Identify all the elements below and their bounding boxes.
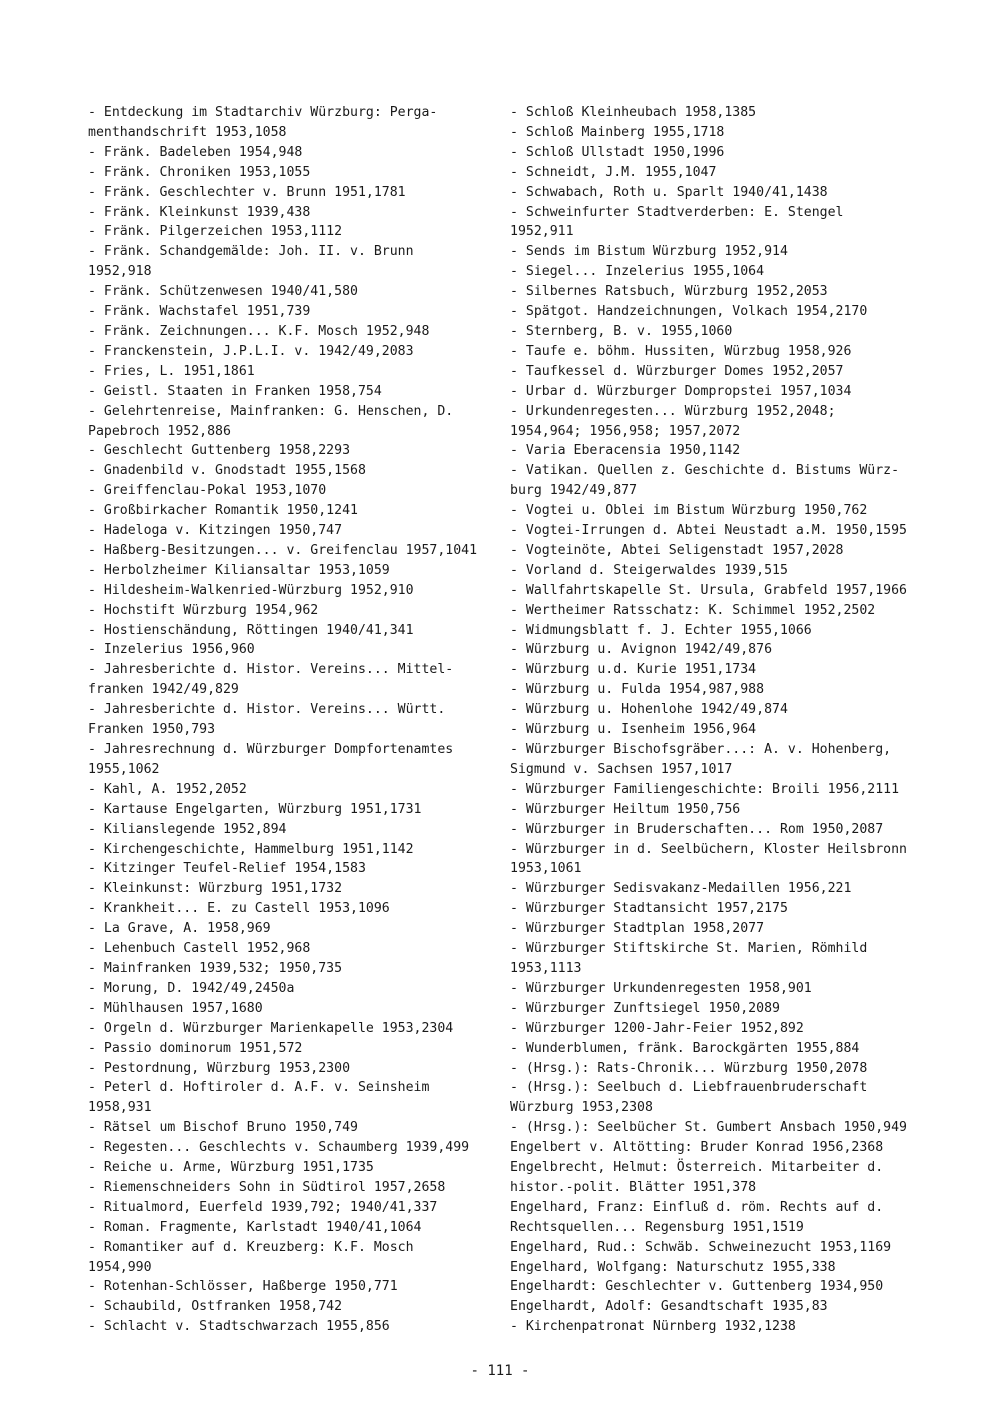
index-entry <box>510 919 930 939</box>
index-entry <box>510 1059 930 1079</box>
entry-text: - Geistl. Staaten in Franken 1958,754 <box>88 383 382 399</box>
entry-text: - Würzburger Stadtansicht 1957,2175 <box>510 901 788 917</box>
index-entry <box>88 541 488 561</box>
entry-text: Engelhardt: Geschlechter v. Guttenberg 1934,950 <box>510 1279 884 1295</box>
entry-text: - Hildesheim-Walkenried-Würzburg 1952,910 <box>88 582 414 598</box>
entry-text: - Würzburger Familiengeschichte: Broili 1956,2111 <box>510 781 900 797</box>
index-entry <box>88 362 488 382</box>
entry-text: - Rotenhan-Schlösser, Haßberge 1950,771 <box>88 1279 398 1295</box>
entry-text: - Gnadenbild v. Gnodstadt 1955,1568 <box>88 463 366 479</box>
index-entry <box>88 222 488 242</box>
index-entry <box>88 1198 488 1218</box>
entry-text: - Riemenschneiders Sohn in Südtirol 1957,2658 <box>88 1179 446 1195</box>
index-entry <box>510 1198 930 1238</box>
entry-text: - Fränk. Badeleben 1954,948 <box>88 144 303 160</box>
entry-text: Engelhard, Rud.: Schwäb. Schweinezucht 1953,1169 <box>510 1239 892 1255</box>
entry-text: - Schloß Ullstadt 1950,1996 <box>510 144 725 160</box>
entry-continuation: Franken 1950,793 <box>88 722 216 738</box>
index-entry <box>88 282 488 302</box>
entry-continuation: 1954,964; 1956,958; 1957,2072 <box>510 423 741 439</box>
index-entry <box>88 1118 488 1138</box>
index-entry <box>510 402 930 442</box>
index-entry <box>88 203 488 223</box>
index-entry <box>510 501 930 521</box>
index-entry <box>510 203 930 243</box>
index-entry <box>510 680 930 700</box>
index-entry <box>88 800 488 820</box>
index-entry <box>88 601 488 621</box>
index-entry <box>88 302 488 322</box>
index-entry <box>510 640 930 660</box>
entry-continuation: 1955,1062 <box>88 761 160 777</box>
entry-continuation: 1953,1113 <box>510 960 582 976</box>
index-entry <box>510 242 930 262</box>
index-entry <box>510 601 930 621</box>
entry-text: - Passio dominorum 1951,572 <box>88 1040 303 1056</box>
entry-text: - Rätsel um Bischof Bruno 1950,749 <box>88 1120 358 1136</box>
entry-text: - Kitzinger Teufel-Relief 1954,1583 <box>88 861 366 877</box>
entry-continuation: burg 1942/49,877 <box>510 483 638 499</box>
entry-continuation: Würzburg 1953,2308 <box>510 1100 653 1116</box>
index-entry <box>510 302 930 322</box>
entry-text: - (Hrsg.): Rats-Chronik... Würzburg 1950,2078 <box>510 1060 868 1076</box>
index-entry <box>510 999 930 1019</box>
index-entry <box>88 899 488 919</box>
index-entry <box>510 163 930 183</box>
index-entry <box>510 103 930 123</box>
index-entry <box>510 1258 930 1278</box>
index-entry <box>510 740 930 780</box>
index-entry <box>88 959 488 979</box>
entry-text: - Fränk. Kleinkunst 1939,438 <box>88 204 311 220</box>
index-entry <box>510 382 930 402</box>
index-entry <box>88 1238 488 1278</box>
entry-text: - Jahresberichte d. Histor. Vereins... Mittel- <box>88 662 454 678</box>
index-entry <box>510 780 930 800</box>
entry-text: - Schweinfurter Stadtverderben: E. Stengel <box>510 204 844 220</box>
entry-text: - Gelehrtenreise, Mainfranken: G. Henschen, D. <box>88 403 454 419</box>
index-entry <box>88 521 488 541</box>
entry-text: - Fränk. Zeichnungen... K.F. Mosch 1952,948 <box>88 323 430 339</box>
index-entry <box>510 800 930 820</box>
entry-continuation: histor.-polit. Blätter 1951,378 <box>510 1179 757 1195</box>
entry-text: - (Hrsg.): Seelbücher St. Gumbert Ansbach 1950,949 <box>510 1120 907 1136</box>
entry-text: - Schaubild, Ostfranken 1958,742 <box>88 1299 343 1315</box>
index-entry <box>510 362 930 382</box>
index-entry <box>88 402 488 442</box>
entry-continuation: menthandschrift 1953,1058 <box>88 124 287 140</box>
entry-text: - Reiche u. Arme, Würzburg 1951,1735 <box>88 1160 374 1176</box>
index-entry <box>510 1277 930 1297</box>
index-entry <box>88 700 488 740</box>
index-entry <box>510 1118 930 1138</box>
entry-text: - Greiffenclau-Pokal 1953,1070 <box>88 483 327 499</box>
entry-text: - Fränk. Pilgerzeichen 1953,1112 <box>88 224 343 240</box>
entry-text: - Wertheimer Ratsschatz: K. Schimmel 1952,2502 <box>510 602 876 618</box>
index-entry <box>88 1297 488 1317</box>
index-entry <box>88 1317 488 1337</box>
index-entry <box>510 322 930 342</box>
entry-text: - Krankheit... E. zu Castell 1953,1096 <box>88 901 390 917</box>
entry-text: Engelbrecht, Helmut: Österreich. Mitarbeiter d. <box>510 1160 884 1176</box>
entry-text: - Würzburger Bischofsgräber...: A. v. Hohenberg, <box>510 742 892 757</box>
index-entry <box>88 840 488 860</box>
entry-text: - Kirchenpatronat Nürnberg 1932,1238 <box>510 1319 796 1335</box>
entry-continuation: 1953,1061 <box>510 861 582 877</box>
entry-text: - Würzburg u. Avignon 1942/49,876 <box>510 642 773 658</box>
index-entry <box>510 879 930 899</box>
index-entry <box>88 342 488 362</box>
entry-text: - Schlacht v. Stadtschwarzach 1955,856 <box>88 1319 390 1335</box>
index-entry <box>510 1019 930 1039</box>
index-entry <box>88 660 488 700</box>
entry-text: - Orgeln d. Würzburger Marienkapelle 1953,2304 <box>88 1020 454 1036</box>
entry-text: - Sends im Bistum Würzburg 1952,914 <box>510 244 788 260</box>
entry-continuation: franken 1942/49,829 <box>88 682 239 698</box>
index-entry <box>510 840 930 880</box>
entry-text: - Jahresrechnung d. Würzburger Dompfortenamtes <box>88 742 454 757</box>
entry-text: - Geschlecht Guttenberg 1958,2293 <box>88 443 351 459</box>
entry-text: - Siegel... Inzelerius 1955,1064 <box>510 264 765 280</box>
entry-text: - Wallfahrtskapelle St. Ursula, Grabfeld 1957,1966 <box>510 582 907 598</box>
index-entry <box>88 1277 488 1297</box>
index-entry <box>88 382 488 402</box>
entry-text: - Kahl, A. 1952,2052 <box>88 781 247 797</box>
entry-text: - Sternberg, B. v. 1955,1060 <box>510 323 733 339</box>
index-entry <box>510 342 930 362</box>
entry-text: - Taufe e. böhm. Hussiten, Würzbug 1958,926 <box>510 343 852 359</box>
entry-text: - Herbolzheimer Kiliansaltar 1953,1059 <box>88 562 390 578</box>
index-entry <box>510 521 930 541</box>
entry-text: - Vorland d. Steigerwaldes 1939,515 <box>510 562 788 578</box>
entry-text: - Würzburger in d. Seelbüchern, Kloster Heilsbronn <box>510 841 907 857</box>
entry-text: - Wunderblumen, fränk. Barockgärten 1955,884 <box>510 1040 860 1056</box>
entry-continuation: Sigmund v. Sachsen 1957,1017 <box>510 761 733 777</box>
right-column <box>510 103 930 1337</box>
entry-text: - Würzburger in Bruderschaften... Rom 1950,2087 <box>510 821 884 837</box>
entry-text: - Morung, D. 1942/49,2450a <box>88 980 295 996</box>
index-entry <box>88 1019 488 1039</box>
entry-continuation: 1952,911 <box>510 224 574 240</box>
entry-text: - Würzburg u.d. Kurie 1951,1734 <box>510 662 757 678</box>
index-entry <box>510 1078 930 1118</box>
entry-text: - Würzburger 1200-Jahr-Feier 1952,892 <box>510 1020 804 1036</box>
index-entry <box>88 143 488 163</box>
entry-text: - Schloß Kleinheubach 1958,1385 <box>510 105 757 120</box>
entry-text: - Schwabach, Roth u. Sparlt 1940/41,1438 <box>510 184 828 200</box>
index-entry <box>510 1138 930 1158</box>
entry-text: - Inzelerius 1956,960 <box>88 642 255 658</box>
entry-text: - Schloß Mainberg 1955,1718 <box>510 124 725 140</box>
index-entry <box>510 1317 930 1337</box>
index-entry <box>510 461 930 501</box>
entry-text: - Kirchengeschichte, Hammelburg 1951,1142 <box>88 841 414 857</box>
entry-text: - Taufkessel d. Würzburger Domes 1952,2057 <box>510 363 844 379</box>
entry-text: - Pestordnung, Würzburg 1953,2300 <box>88 1060 351 1076</box>
index-entry <box>510 1158 930 1198</box>
index-entry <box>88 1218 488 1238</box>
index-entry <box>88 1059 488 1079</box>
entry-text: - Würzburger Sedisvakanz-Medaillen 1956,221 <box>510 881 852 897</box>
index-entry <box>510 720 930 740</box>
index-entry <box>88 999 488 1019</box>
entry-text: - Vogtei-Irrungen d. Abtei Neustadt a.M. 1950,1595 <box>510 523 907 539</box>
entry-text: - Vogteinöte, Abtei Seligenstadt 1957,2028 <box>510 542 844 558</box>
entry-text: - Varia Eberacensia 1950,1142 <box>510 443 741 459</box>
entry-text: Engelhard, Franz: Einfluß d. röm. Rechts auf d. <box>510 1199 884 1215</box>
index-entry <box>510 262 930 282</box>
index-entry <box>88 163 488 183</box>
index-entry <box>88 820 488 840</box>
left-column <box>88 103 488 1337</box>
entry-text: - Würzburger Stiftskirche St. Marien, Römhild <box>510 941 868 957</box>
entry-continuation: 1958,931 <box>88 1100 152 1116</box>
index-entry <box>510 282 930 302</box>
entry-text: - Würzburger Heiltum 1950,756 <box>510 801 741 817</box>
index-entry <box>510 1297 930 1317</box>
index-entry <box>88 501 488 521</box>
index-entry <box>88 103 488 143</box>
index-entry <box>88 322 488 342</box>
entry-text: - Romantiker auf d. Kreuzberg: K.F. Mosch <box>88 1239 414 1255</box>
index-entry <box>88 183 488 203</box>
entry-text: - (Hrsg.): Seelbuch d. Liebfrauenbruderschaft <box>510 1080 868 1096</box>
entry-text: - Peterl d. Hoftiroler d. A.F. v. Seinsheim <box>88 1080 430 1096</box>
entry-text: - Würzburger Zunftsiegel 1950,2089 <box>510 1000 780 1016</box>
entry-text: - Mainfranken 1939,532; 1950,735 <box>88 960 343 976</box>
index-entry <box>510 939 930 979</box>
index-entry <box>510 541 930 561</box>
entry-text: - Franckenstein, J.P.L.I. v. 1942/49,2083 <box>88 343 414 359</box>
index-entry <box>510 561 930 581</box>
index-entry <box>510 1039 930 1059</box>
entry-text: - Hochstift Würzburg 1954,962 <box>88 602 319 618</box>
index-entry <box>510 899 930 919</box>
entry-text: - Silbernes Ratsbuch, Würzburg 1952,2053 <box>510 284 828 300</box>
entry-text: - Vatikan. Quellen z. Geschichte d. Bistums Würz- <box>510 463 900 479</box>
index-entry <box>88 581 488 601</box>
entry-text: - Urbar d. Würzburger Dompropstei 1957,1034 <box>510 383 852 399</box>
entry-text: - Würzburg u. Fulda 1954,987,988 <box>510 682 765 698</box>
index-entry <box>88 879 488 899</box>
entry-text: Engelhard, Wolfgang: Naturschutz 1955,338 <box>510 1259 836 1275</box>
index-entry <box>510 123 930 143</box>
index-entry <box>88 1138 488 1158</box>
entry-text: - Hostienschändung, Röttingen 1940/41,341 <box>88 622 414 638</box>
index-entry <box>88 740 488 780</box>
entry-text: - Widmungsblatt f. J. Echter 1955,1066 <box>510 622 812 638</box>
entry-text: - La Grave, A. 1958,969 <box>88 921 271 937</box>
index-entry <box>510 979 930 999</box>
index-entry <box>88 780 488 800</box>
entry-text: Engelhardt, Adolf: Gesandtschaft 1935,83 <box>510 1299 828 1315</box>
entry-text: - Fränk. Chroniken 1953,1055 <box>88 164 311 180</box>
entry-text: - Fries, L. 1951,1861 <box>88 363 255 379</box>
entry-text: Engelbert v. Altötting: Bruder Konrad 1956,2368 <box>510 1140 884 1156</box>
index-entry <box>510 700 930 720</box>
index-entry <box>510 441 930 461</box>
index-entry <box>510 581 930 601</box>
entry-text: - Jahresberichte d. Histor. Vereins... Württ. <box>88 702 446 718</box>
entry-text: - Kartause Engelgarten, Würzburg 1951,1731 <box>88 801 422 817</box>
entry-text: - Würzburger Urkundenregesten 1958,901 <box>510 980 812 996</box>
entry-text: - Schneidt, J.M. 1955,1047 <box>510 164 717 180</box>
entry-text: - Mühlhausen 1957,1680 <box>88 1000 263 1016</box>
entry-text: - Kilianslegende 1952,894 <box>88 821 287 837</box>
entry-text: - Würzburg u. Isenheim 1956,964 <box>510 722 757 738</box>
index-entry <box>88 481 488 501</box>
index-entry <box>88 242 488 282</box>
index-entry <box>510 143 930 163</box>
index-entry <box>88 919 488 939</box>
index-entry <box>510 621 930 641</box>
entry-text: - Haßberg-Besitzungen... v. Greifenclau 1957,1041 <box>88 542 478 558</box>
entry-text: - Großbirkacher Romantik 1950,1241 <box>88 503 358 519</box>
index-entry <box>88 561 488 581</box>
index-entry <box>510 1238 930 1258</box>
entry-text: - Vogtei u. Oblei im Bistum Würzburg 1950,762 <box>510 503 868 519</box>
entry-text: - Kleinkunst: Würzburg 1951,1732 <box>88 881 343 897</box>
entry-text: - Hadeloga v. Kitzingen 1950,747 <box>88 523 343 539</box>
entry-text: - Lehenbuch Castell 1952,968 <box>88 941 311 957</box>
index-entry <box>88 1158 488 1178</box>
index-entry <box>88 461 488 481</box>
entry-continuation: 1954,990 <box>88 1259 152 1275</box>
index-entry <box>510 660 930 680</box>
entry-text: - Spätgot. Handzeichnungen, Volkach 1954,2170 <box>510 304 868 320</box>
index-entry <box>510 183 930 203</box>
index-entry <box>88 1039 488 1059</box>
entry-text: - Fränk. Schandgemälde: Joh. II. v. Brunn <box>88 244 414 260</box>
index-entry <box>88 1078 488 1118</box>
entry-text: - Fränk. Geschlechter v. Brunn 1951,1781 <box>88 184 406 200</box>
index-entry <box>88 979 488 999</box>
index-entry <box>88 939 488 959</box>
index-entry <box>88 859 488 879</box>
entry-text: - Fränk. Wachstafel 1951,739 <box>88 304 311 320</box>
entry-text: - Ritualmord, Euerfeld 1939,792; 1940/41,337 <box>88 1199 438 1215</box>
entry-continuation: Rechtsquellen... Regensburg 1951,1519 <box>510 1219 804 1235</box>
entry-text: - Roman. Fragmente, Karlstadt 1940/41,1064 <box>88 1219 422 1235</box>
index-entry <box>88 640 488 660</box>
entry-text: - Regesten... Geschlechts v. Schaumberg 1939,499 <box>88 1140 470 1156</box>
entry-text: - Entdeckung im Stadtarchiv Würzburg: Perga- <box>88 105 438 120</box>
entry-text: - Urkundenregesten... Würzburg 1952,2048; <box>510 403 836 419</box>
entry-text: - Würzburger Stadtplan 1958,2077 <box>510 921 765 937</box>
entry-text: - Würzburg u. Hohenlohe 1942/49,874 <box>510 702 788 718</box>
index-entry <box>88 621 488 641</box>
entry-continuation: 1952,918 <box>88 264 152 280</box>
index-entry <box>510 820 930 840</box>
entry-text: - Fränk. Schützenwesen 1940/41,580 <box>88 284 358 300</box>
index-entry <box>88 1178 488 1198</box>
page-number: - 111 - <box>470 1363 530 1379</box>
entry-continuation: Papebroch 1952,886 <box>88 423 231 439</box>
index-entry <box>88 441 488 461</box>
